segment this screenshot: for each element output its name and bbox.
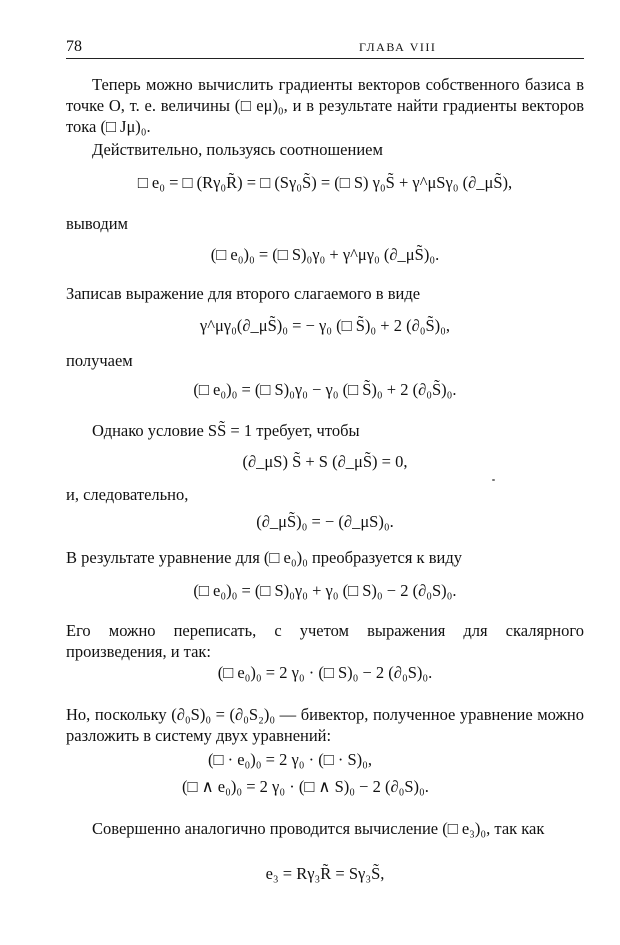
paragraph-7: и, следовательно, [66,485,189,504]
page-header [66,38,584,59]
equation-2: (□ e₀)₀ = (□ S)₀γ₀ + γ^μγ₀ (∂_μS̃)₀. [210,245,440,264]
print-speck [492,479,495,481]
page-number: 78 [66,38,82,55]
equation-10: (□ ∧ e₀)₀ = 2 γ₀ · (□ ∧ S)₀ − 2 (∂₀S)₀. [182,777,429,796]
equation-8: (□ e₀)₀ = 2 γ₀ · (□ S)₀ − 2 (∂₀S)₀. [217,663,433,682]
paragraph-5: получаем [66,351,133,370]
paragraph-9: Его можно переписать, с учетом выражения для скалярного произведения, и так: [66,621,584,661]
equation-4: (□ e₀)₀ = (□ S)₀γ₀ − γ₀ (□ S̃)₀ + 2 (∂₀S̃)₀. [193,380,457,399]
paragraph-6: Однако условие SS̃ = 1 требует, чтобы [92,421,360,440]
paragraph-1: Теперь можно вычислить градиенты векторов собственного базиса в точке O, т. е. величины (□ eμ)₀, и в результате найти градиенты векторов тока (□ Jμ)₀. [66,75,584,136]
paragraph-3: выводим [66,214,128,233]
equation-6: (∂_μS̃)₀ = − (∂_μS)₀. [256,512,394,531]
equation-5: (∂_μS) S̃ + S (∂_μS̃) = 0, [242,452,408,471]
equation-11: e₃ = Rγ₃R̃ = Sγ₃S̃, [265,864,385,883]
equation-1: □ e₀ = □ (Rγ₀R̃) = □ (Sγ₀S̃) = (□ S) γ₀S̃ + γ^μSγ₀ (∂_μS̃), [137,173,513,192]
paragraph-4: Записав выражение для второго слагаемого в виде [66,284,421,303]
equation-3: γ^μγ₀(∂_μS̃)₀ = − γ₀ (□ S̃)₀ + 2 (∂₀S̃)₀, [199,316,451,335]
paragraph-11: Совершенно аналогично проводится вычисление (□ e₃)₀, так как [92,819,545,838]
paragraph-8: В результате уравнение для (□ e₀)₀ преобразуется к виду [66,548,462,567]
chapter-title: ГЛАВА VIII [359,40,437,54]
equation-9: (□ · e₀)₀ = 2 γ₀ · (□ · S)₀, [208,750,373,769]
paragraph-10: Но, поскольку (∂₀S)₀ = (∂₀S₂)₀ — бивектор, полученное уравнение можно разложить в систему двух уравнений: [66,705,584,745]
paragraph-2: Действительно, пользуясь соотношением [92,140,383,159]
equation-7: (□ e₀)₀ = (□ S)₀γ₀ + γ₀ (□ S)₀ − 2 (∂₀S)₀. [193,581,457,600]
